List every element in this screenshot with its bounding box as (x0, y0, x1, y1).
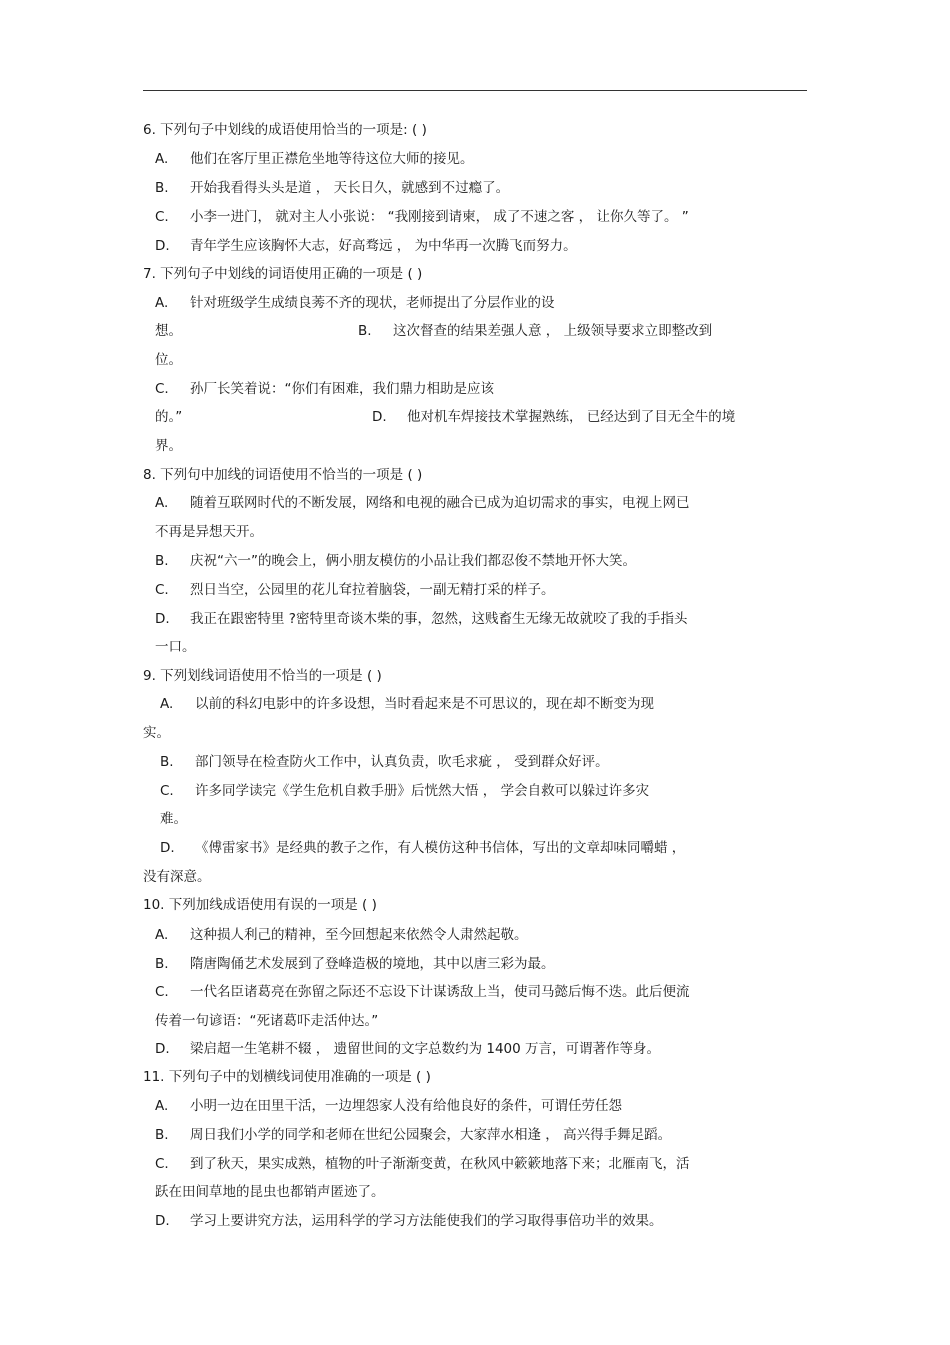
q6-option-a-text: 他们在客厅里正襟危坐地等待这位大师的接见。 (190, 151, 474, 167)
q9-option-a-label: A. (160, 696, 174, 712)
q10-option-d-text: 梁启超一生笔耕不辍 ， 遗留世间的文字总数约为 1400 万言，可谓著作等身。 (190, 1041, 661, 1057)
q7-option-d-text: 他对机车焊接技术掌握熟练， 已经达到了目无全牛的境 (407, 409, 736, 425)
q6-option-a-label: A. (155, 151, 169, 167)
q6-option-b-label: B. (155, 180, 169, 196)
q8-option-a-text: 随着互联网时代的不断发展，网络和电视的融合已成为迫切需求的事实，电视上网已 (190, 495, 690, 511)
q8-option-d-text: 我正在跟密特里 ?密特里奇谈木柴的事，忽然，这贱畜生无缘无故就咬了我的手指头 (190, 611, 688, 627)
q11-option-a-label: A. (155, 1098, 169, 1114)
q11-option-d-text: 学习上要讲究方法，运用科学的学习方法能使我们的学习取得事倍功半的效果。 (190, 1213, 663, 1229)
q11-option-c-text: 到了秋天，果实成熟，植物的叶子渐渐变黄，在秋风中簌簌地落下来；北雁南飞，活 (190, 1156, 690, 1172)
q11-option-b-label: B. (155, 1127, 169, 1143)
question-10-stem: 10. 下列加线成语使用有误的一项是 ( ) (143, 897, 377, 913)
q8-option-b-label: B. (155, 553, 169, 569)
q11-option-c-cont: 跃在田间草地的昆虫也都销声匿迹了。 (155, 1184, 385, 1200)
q9-option-a-text: 以前的科幻电影中的许多设想，当时看起来是不可思议的，现在却不断变为现 (195, 696, 654, 712)
q9-option-a-cont: 实。 (143, 725, 170, 741)
q9-option-c-label: C. (160, 783, 174, 799)
q9-option-c-text: 许多同学读完《学生危机自救手册》后恍然大悟 ， 学会自救可以躲过许多灾 (195, 783, 650, 799)
q9-option-b-label: B. (160, 754, 174, 770)
q10-option-b-label: B. (155, 956, 169, 972)
q7-option-a-cont: 想。 (155, 323, 182, 339)
q8-option-c-text: 烈日当空，公园里的花儿耷拉着脑袋，一副无精打采的样子。 (190, 582, 555, 598)
question-7-stem: 7. 下列句子中划线的词语使用正确的一项是 ( ) (143, 266, 423, 282)
q6-option-c-text: 小李一进门， 就对主人小张说： “我刚接到请柬， 成了不速之客 ， 让你久等了。 ” (190, 209, 689, 225)
q9-option-c-cont: 难。 (160, 811, 187, 827)
q10-option-c-text: 一代名臣诸葛亮在弥留之际还不忘设下计谋诱敌上当，使司马懿后悔不迭。此后便流 (190, 984, 690, 1000)
q7-option-c-cont: 的。” (155, 409, 183, 425)
q11-option-a-text: 小明一边在田里干活，一边埋怨家人没有给他良好的条件，可谓任劳任怨 (190, 1098, 622, 1114)
q11-option-d-label: D. (155, 1213, 170, 1229)
q10-option-a-label: A. (155, 927, 169, 943)
q9-option-d-cont: 没有深意。 (143, 869, 211, 885)
header-rule (143, 90, 807, 91)
question-8-stem: 8. 下列句中加线的词语使用不恰当的一项是 ( ) (143, 467, 423, 483)
q10-option-a-text: 这种损人利己的精神，至今回想起来依然令人肃然起敬。 (190, 927, 528, 943)
q7-option-c-label: C. (155, 381, 169, 397)
q11-option-b-text: 周日我们小学的同学和老师在世纪公园聚会，大家萍水相逢 ， 高兴得手舞足蹈。 (190, 1127, 672, 1143)
q9-option-d-label: D. (160, 840, 175, 856)
q10-option-d-label: D. (155, 1041, 170, 1057)
q10-option-c-label: C. (155, 984, 169, 1000)
question-6-stem: 6. 下列句子中划线的成语使用恰当的一项是: ( ) (143, 122, 427, 138)
q8-option-d-cont: 一口。 (155, 639, 196, 655)
q6-option-c-label: C. (155, 209, 169, 225)
q7-option-b-text: 这次督查的结果差强人意 ， 上级领导要求立即整改到 (393, 323, 713, 339)
q11-option-c-label: C. (155, 1156, 169, 1172)
q7-option-d-label: D. (372, 409, 387, 425)
question-11-stem: 11. 下列句子中的划横线词使用准确的一项是 ( ) (143, 1069, 431, 1085)
q10-option-b-text: 隋唐陶俑艺术发展到了登峰造极的境地，其中以唐三彩为最。 (190, 956, 555, 972)
q7-option-d-cont: 界。 (155, 438, 182, 454)
q9-option-b-text: 部门领导在检查防火工作中，认真负责，吹毛求疵 ， 受到群众好评。 (195, 754, 609, 770)
q8-option-c-label: C. (155, 582, 169, 598)
q6-option-d-label: D. (155, 238, 170, 254)
q7-option-a-text: 针对班级学生成绩良莠不齐的现状，老师提出了分层作业的设 (190, 295, 555, 311)
q8-option-d-label: D. (155, 611, 170, 627)
q7-option-a-label: A. (155, 295, 169, 311)
q7-option-c-text: 孙厂长笑着说：“你们有困难，我们鼎力相助是应该 (190, 381, 494, 397)
question-9-stem: 9. 下列划线词语使用不恰当的一项是 ( ) (143, 668, 382, 684)
q8-option-a-cont: 不再是异想天开。 (155, 524, 263, 540)
q6-option-d-text: 青年学生应该胸怀大志，好高骛远 ， 为中华再一次腾飞而努力。 (190, 238, 577, 254)
q7-option-b-cont: 位。 (155, 352, 182, 368)
q9-option-d-text: 《傅雷家书》是经典的教子之作，有人模仿这种书信体，写出的文章却味同嚼蜡 ， (195, 840, 686, 856)
q8-option-a-label: A. (155, 495, 169, 511)
q7-option-b-label: B. (358, 323, 372, 339)
q10-option-c-cont: 传着一句谚语：“死诸葛吓走活仲达。” (155, 1013, 379, 1029)
q8-option-b-text: 庆祝“六一”的晚会上，俩小朋友模仿的小品让我们都忍俊不禁地开怀大笑。 (190, 553, 636, 569)
q6-option-b-text: 开始我看得头头是道 ， 天长日久，就感到不过瘾了。 (190, 180, 510, 196)
